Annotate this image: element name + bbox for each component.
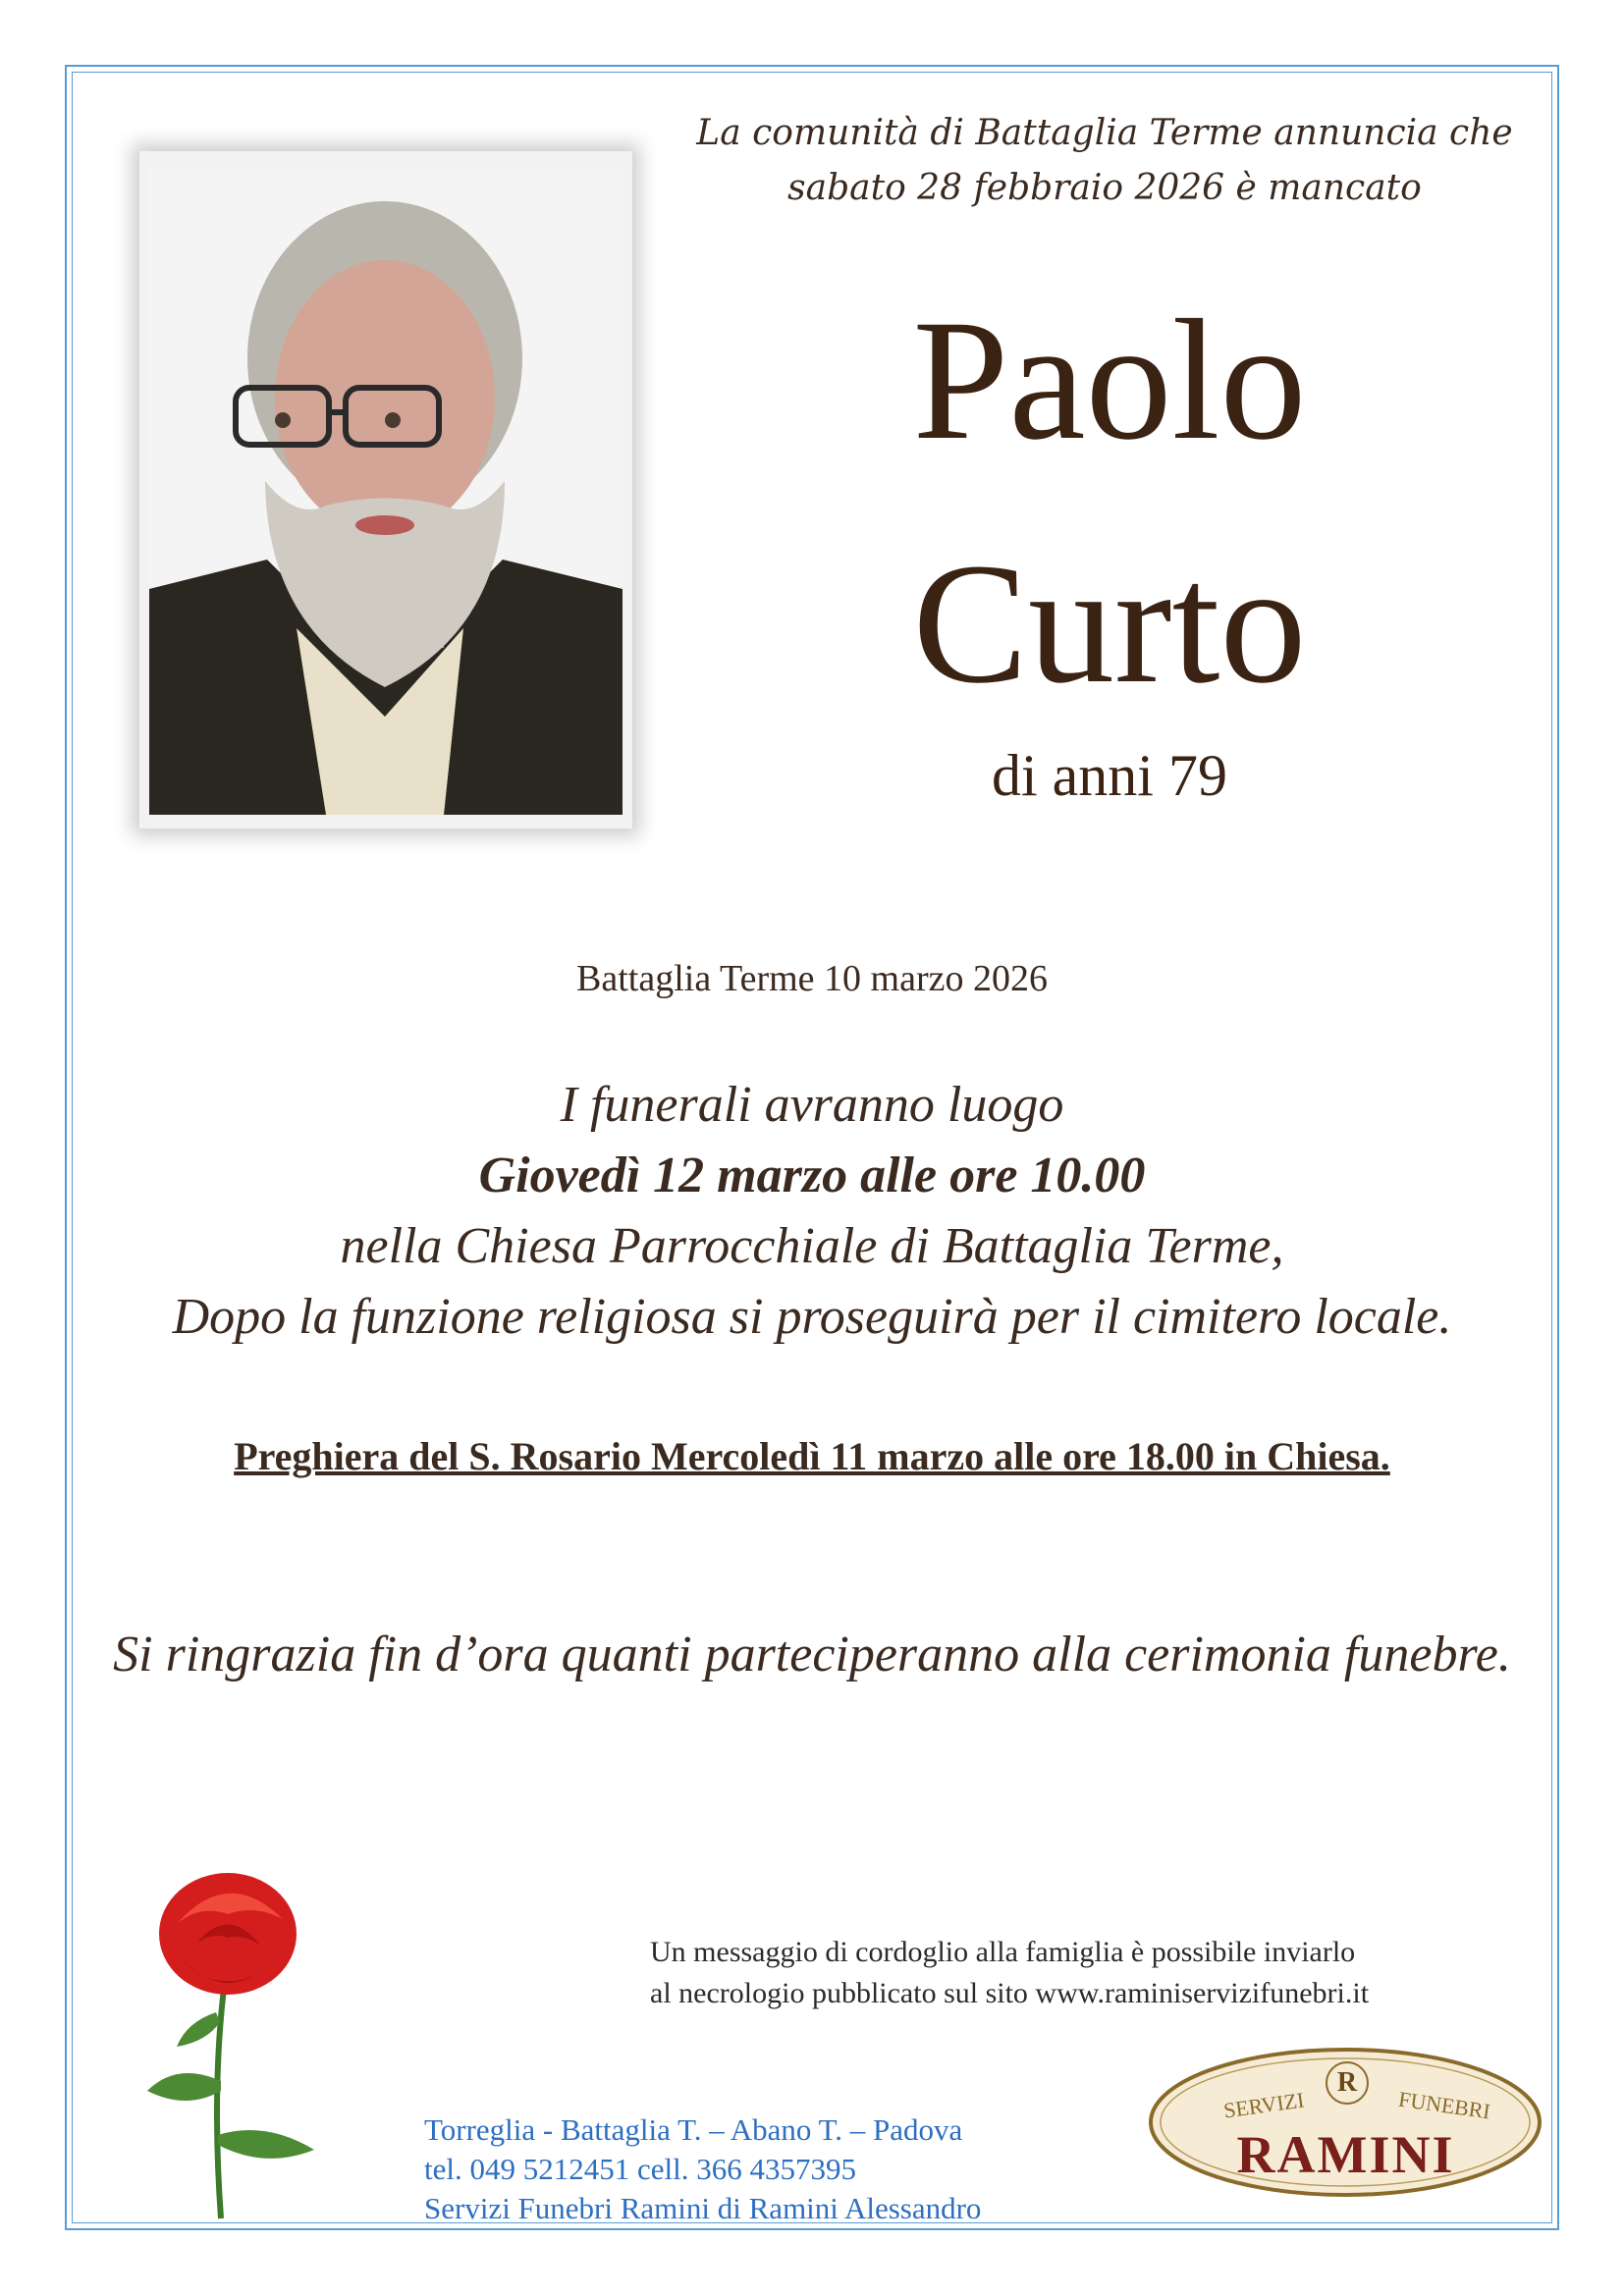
logo-servizi: SERVIZI (1221, 2087, 1306, 2123)
deceased-last-name: Curto (912, 528, 1307, 720)
logo-ramini: RAMINI (1236, 2125, 1455, 2184)
dateline: Battaglia Terme 10 marzo 2026 (576, 958, 1048, 999)
ramini-logo (1147, 2042, 1544, 2199)
funeral-home-contact (424, 2110, 981, 2228)
funeral-line-3: nella Chiesa Parrocchiale di Battaglia Terme, (340, 1218, 1284, 1274)
rose-illustration (118, 1865, 344, 2228)
announcement-intro (648, 106, 1561, 216)
portrait-photo (149, 167, 623, 815)
condolence-note (650, 1932, 1369, 2014)
deceased-age: di anni 79 (992, 743, 1227, 808)
funeral-line-4: Dopo la funzione religiosa si proseguirà per il cimitero locale. (172, 1289, 1452, 1345)
portrait-photo-frame (139, 151, 632, 828)
condolence-line-2: al necrologio pubblicato sul sito www.raminiservizifunebri.it (650, 1977, 1370, 2009)
contact-company: Servizi Funebri Ramini di Ramini Alessandro (424, 2191, 982, 2225)
rosary-notice: Preghiera del S. Rosario Mercoledì 11 marzo alle ore 18.00 in Chiesa. (234, 1434, 1390, 1478)
condolence-line-1: Un messaggio di cordoglio alla famiglia è possibile inviarlo (650, 1936, 1356, 1968)
thanks-message: Si ringrazia fin d’ora quanti parteciperanno alla cerimonia funebre. (113, 1627, 1511, 1682)
funeral-details (98, 1070, 1526, 1353)
logo-funebri: FUNEBRI (1396, 2086, 1492, 2124)
deceased-first-name: Paolo (912, 285, 1307, 476)
intro-line-1: La comunità di Battaglia Terme annuncia che (696, 113, 1513, 153)
logo-monogram: R (1326, 2061, 1369, 2105)
funeral-date-time: Giovedì 12 marzo alle ore 10.00 (478, 1148, 1146, 1203)
funeral-line-1: I funerali avranno luogo (560, 1077, 1064, 1133)
intro-line-2: sabato 28 febbraio 2026 è mancato (787, 168, 1422, 208)
contact-phones: tel. 049 5212451 cell. 366 4357395 (424, 2152, 856, 2186)
contact-locations: Torreglia - Battaglia T. – Abano T. – Padova (424, 2112, 963, 2147)
